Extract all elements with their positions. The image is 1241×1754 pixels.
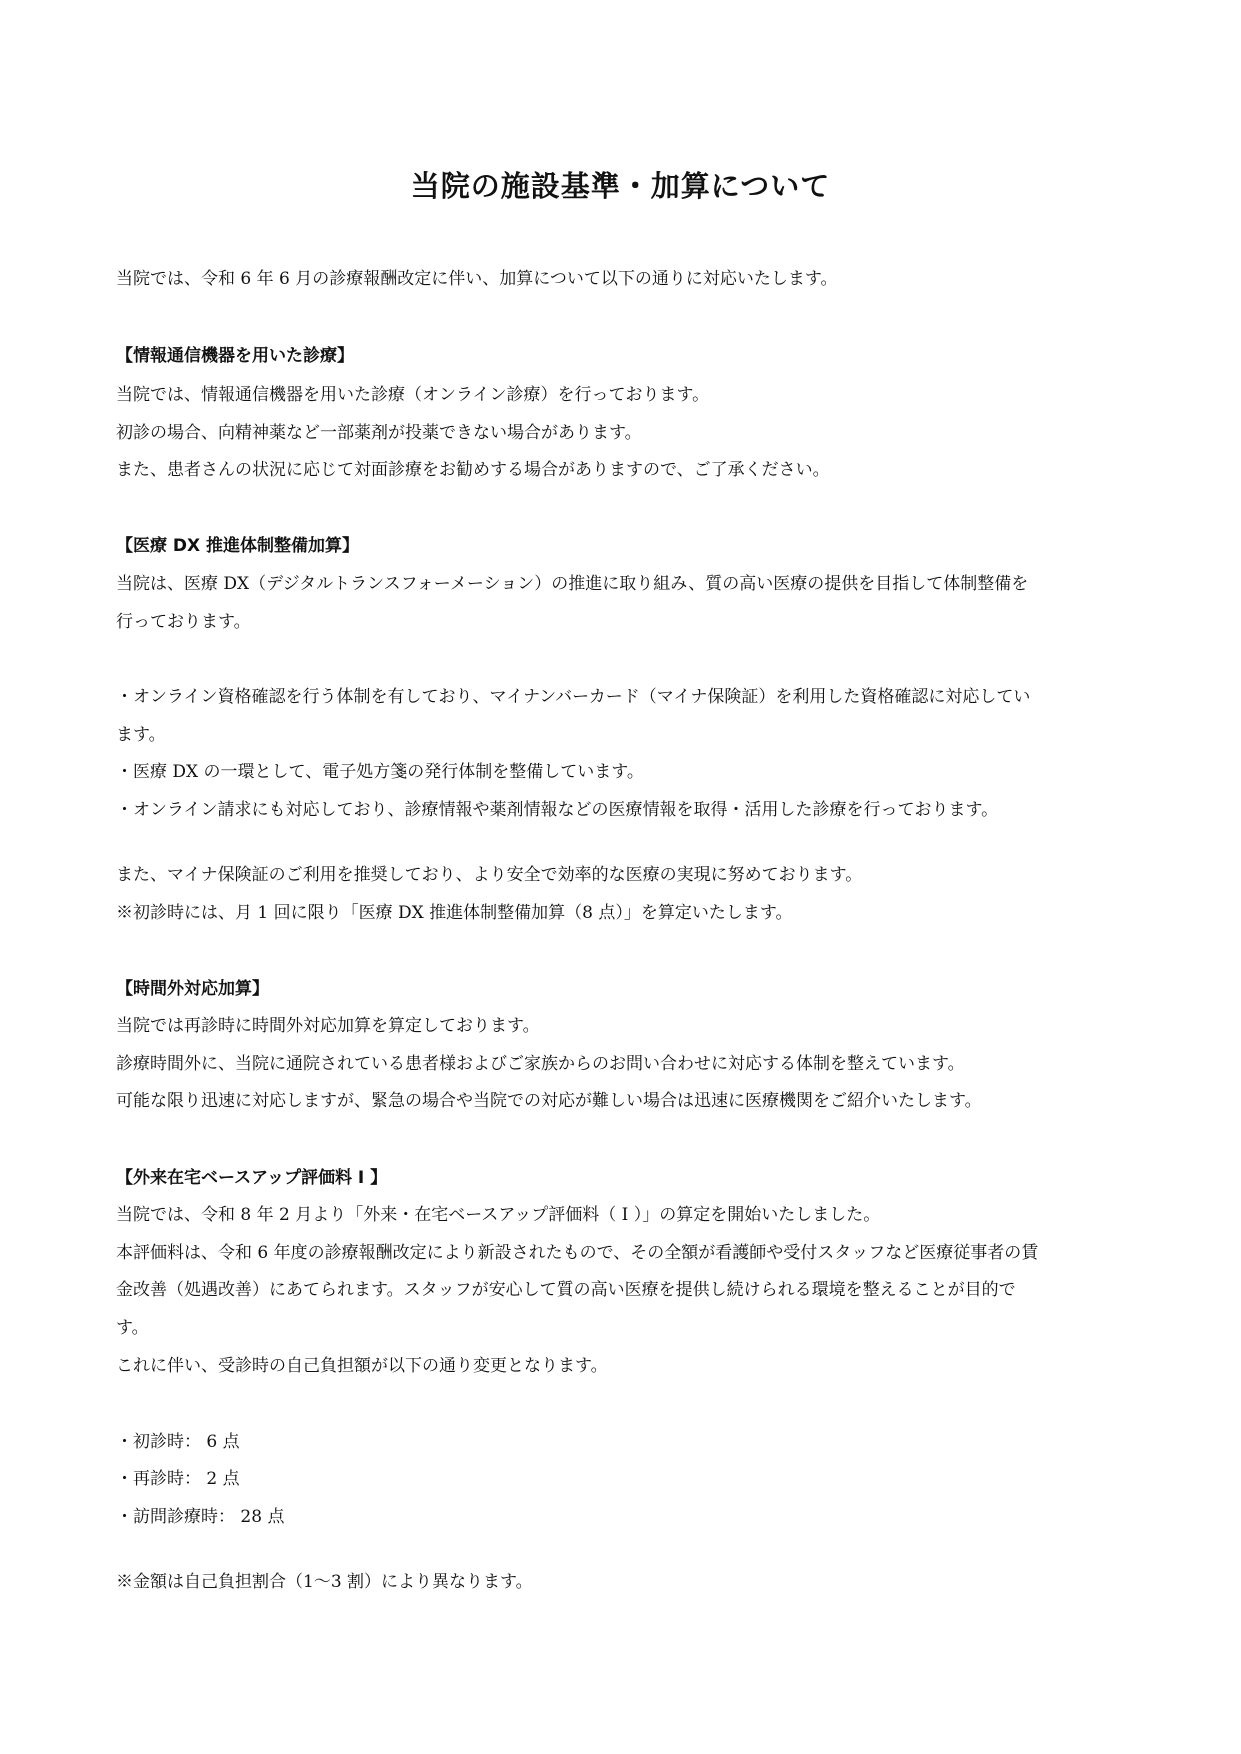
section-line: 行っております。 <box>116 612 251 632</box>
section-heading-online-care: 【情報通信機器を用いた診療】 <box>116 346 354 366</box>
section-line: 当院では、令和 8 年 2 月より「外来・在宅ベースアップ評価料（ I ）」の算定を開始いたしました。 <box>116 1205 881 1225</box>
section-heading-medical-dx: 【医療 DX 推進体制整備加算】 <box>116 536 360 556</box>
points-item-revisit: ・再診時： 2 点 <box>116 1469 240 1489</box>
note-line: ※金額は自己負担割合（1〜3 割）により異なります。 <box>116 1572 533 1592</box>
section-heading-after-hours: 【時間外対応加算】 <box>116 979 269 999</box>
section-line: また、マイナ保険証のご利用を推奨しており、より安全で効率的な医療の実現に努めております。 <box>116 865 863 885</box>
bullet-item: ・医療 DX の一環として、電子処方箋の発行体制を整備しています。 <box>116 762 644 782</box>
section-line: 診療時間外に、当院に通院されている患者様およびご家族からのお問い合わせに対応する体制を整えています。 <box>116 1054 965 1074</box>
section-line: 可能な限り迅速に対応しますが、緊急の場合や当院での対応が難しい場合は迅速に医療機関をご紹介いたします。 <box>116 1091 982 1111</box>
points-item-first-visit: ・初診時： 6 点 <box>116 1432 240 1452</box>
points-item-home-visit: ・訪問診療時： 28 点 <box>116 1507 285 1527</box>
document-title: 当院の施設基準・加算について <box>410 169 831 203</box>
section-line: 当院は、医療 DX（デジタルトランスフォーメーション）の推進に取り組み、質の高い医療の提供を目指して体制整備を <box>116 574 1029 594</box>
section-line: 当院では、情報通信機器を用いた診療（オンライン診療）を行っております。 <box>116 385 710 405</box>
section-line: また、患者さんの状況に応じて対面診療をお勧めする場合がありますので、ご了承ください。 <box>116 460 830 480</box>
bullet-item: ・オンライン請求にも対応しており、診療情報や薬剤情報などの医療情報を取得・活用した診療を行っております。 <box>116 800 999 820</box>
intro-text: 当院では、令和 6 年 6 月の診療報酬改定に伴い、加算について以下の通りに対応いたします。 <box>116 269 838 289</box>
section-line: 当院では再診時に時間外対応加算を算定しております。 <box>116 1016 540 1036</box>
bullet-item: ・オンライン資格確認を行う体制を有しており、マイナンバーカード（マイナ保険証）を利用した資格確認に対応してい <box>116 687 1031 707</box>
section-line: 金改善（処遇改善）にあてられます。スタッフが安心して質の高い医療を提供し続けられる環境を整えることが目的で <box>116 1280 1016 1300</box>
section-line: 本評価料は、令和 6 年度の診療報酬改定により新設されたもので、その全額が看護師や受付スタッフなど医療従事者の賃 <box>116 1243 1039 1263</box>
note-line: ※初診時には、月 1 回に限り「医療 DX 推進体制整備加算（8 点）」を算定いたします。 <box>116 903 793 923</box>
section-line: す。 <box>116 1318 149 1338</box>
section-heading-base-up: 【外来在宅ベースアップ評価料 I 】 <box>116 1168 388 1188</box>
bullet-item-continued: ます。 <box>116 725 166 745</box>
section-line: 初診の場合、向精神薬など一部薬剤が投薬できない場合があります。 <box>116 423 642 443</box>
section-line: これに伴い、受診時の自己負担額が以下の通り変更となります。 <box>116 1356 608 1376</box>
